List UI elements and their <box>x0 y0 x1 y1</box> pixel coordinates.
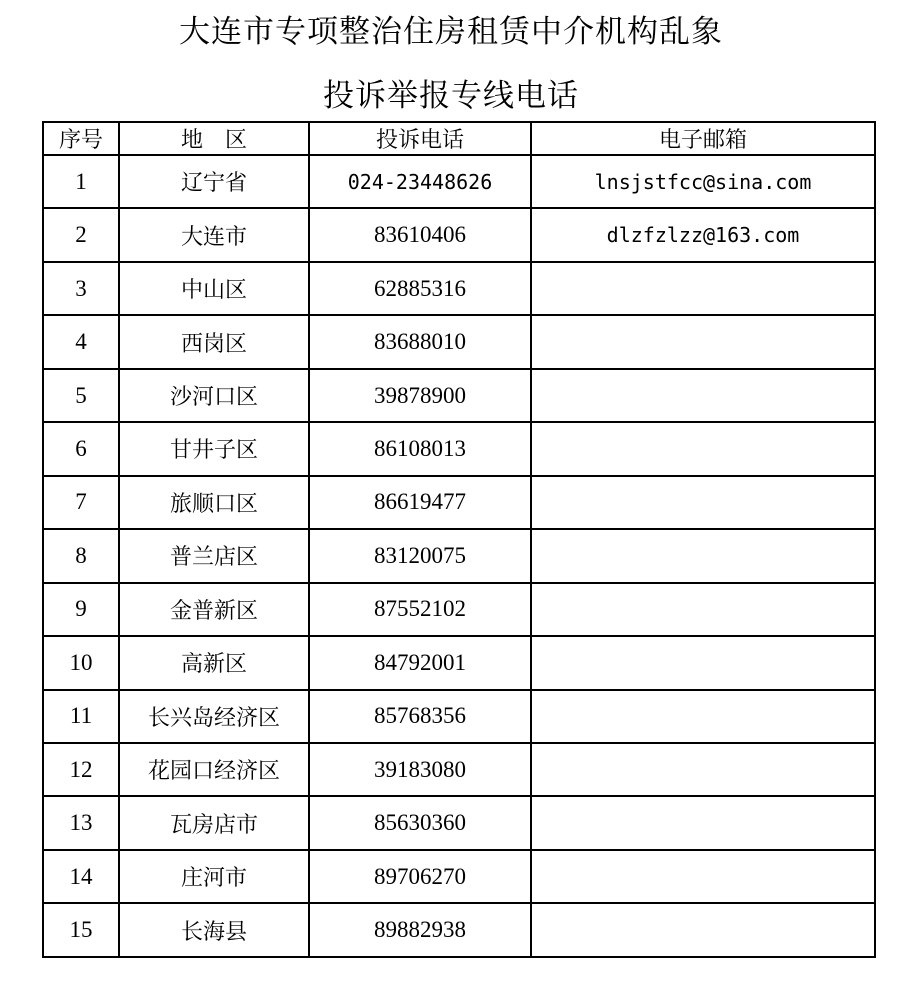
cell-email <box>531 262 875 315</box>
cell-number: 8 <box>43 529 119 582</box>
document-title-line-2: 投诉举报专线电话 <box>323 78 579 114</box>
cell-email: lnsjstfcc@sina.com <box>531 155 875 208</box>
cell-region: 普兰店区 <box>119 529 309 582</box>
cell-email <box>531 315 875 368</box>
cell-number: 4 <box>43 315 119 368</box>
cell-email <box>531 903 875 957</box>
cell-email <box>531 636 875 689</box>
hotline-table <box>42 121 876 958</box>
table-row <box>43 903 875 957</box>
cell-region: 庄河市 <box>119 850 309 903</box>
cell-number: 5 <box>43 369 119 422</box>
cell-number: 1 <box>43 155 119 208</box>
cell-email: dlzfzlzz@163.com <box>531 208 875 261</box>
table-header-row <box>43 122 875 155</box>
table-row <box>43 529 875 582</box>
cell-phone: 85630360 <box>309 796 531 849</box>
cell-number: 2 <box>43 208 119 261</box>
header-region: 地 区 <box>119 122 309 155</box>
cell-region: 长兴岛经济区 <box>119 690 309 743</box>
cell-number: 3 <box>43 262 119 315</box>
table-row <box>43 476 875 529</box>
cell-email <box>531 796 875 849</box>
cell-region: 瓦房店市 <box>119 796 309 849</box>
cell-number: 9 <box>43 583 119 636</box>
cell-region: 沙河口区 <box>119 369 309 422</box>
table-row <box>43 422 875 475</box>
cell-email <box>531 529 875 582</box>
table-row <box>43 636 875 689</box>
cell-number: 6 <box>43 422 119 475</box>
header-email: 电子邮箱 <box>531 122 875 155</box>
header-phone: 投诉电话 <box>309 122 531 155</box>
cell-email <box>531 476 875 529</box>
cell-region: 辽宁省 <box>119 155 309 208</box>
document-title-line-1: 大连市专项整治住房租赁中介机构乱象 <box>179 14 723 50</box>
cell-number: 15 <box>43 903 119 957</box>
cell-phone: 39183080 <box>309 743 531 796</box>
cell-phone: 83120075 <box>309 529 531 582</box>
cell-number: 7 <box>43 476 119 529</box>
cell-phone: 024-23448626 <box>309 155 531 208</box>
cell-region: 西岗区 <box>119 315 309 368</box>
cell-phone: 86619477 <box>309 476 531 529</box>
cell-region: 长海县 <box>119 903 309 957</box>
table-body <box>43 155 875 957</box>
cell-region: 旅顺口区 <box>119 476 309 529</box>
cell-email <box>531 583 875 636</box>
table-row <box>43 369 875 422</box>
cell-region: 大连市 <box>119 208 309 261</box>
cell-phone: 89706270 <box>309 850 531 903</box>
table-row <box>43 315 875 368</box>
cell-region: 中山区 <box>119 262 309 315</box>
cell-phone: 85768356 <box>309 690 531 743</box>
table-row <box>43 796 875 849</box>
table-row <box>43 850 875 903</box>
cell-phone: 83688010 <box>309 315 531 368</box>
cell-email <box>531 422 875 475</box>
cell-phone: 89882938 <box>309 903 531 957</box>
table-row <box>43 155 875 208</box>
cell-region: 高新区 <box>119 636 309 689</box>
cell-phone: 87552102 <box>309 583 531 636</box>
cell-phone: 62885316 <box>309 262 531 315</box>
cell-region: 甘井子区 <box>119 422 309 475</box>
table-row <box>43 743 875 796</box>
table-row <box>43 690 875 743</box>
cell-number: 12 <box>43 743 119 796</box>
cell-email <box>531 690 875 743</box>
cell-number: 11 <box>43 690 119 743</box>
cell-phone: 86108013 <box>309 422 531 475</box>
table-row <box>43 583 875 636</box>
header-number: 序号 <box>43 122 119 155</box>
cell-number: 13 <box>43 796 119 849</box>
cell-phone: 39878900 <box>309 369 531 422</box>
cell-number: 14 <box>43 850 119 903</box>
cell-email <box>531 743 875 796</box>
table-row <box>43 208 875 261</box>
cell-phone: 83610406 <box>309 208 531 261</box>
cell-number: 10 <box>43 636 119 689</box>
cell-region: 金普新区 <box>119 583 309 636</box>
cell-phone: 84792001 <box>309 636 531 689</box>
cell-email <box>531 850 875 903</box>
table-row <box>43 262 875 315</box>
cell-email <box>531 369 875 422</box>
cell-region: 花园口经济区 <box>119 743 309 796</box>
